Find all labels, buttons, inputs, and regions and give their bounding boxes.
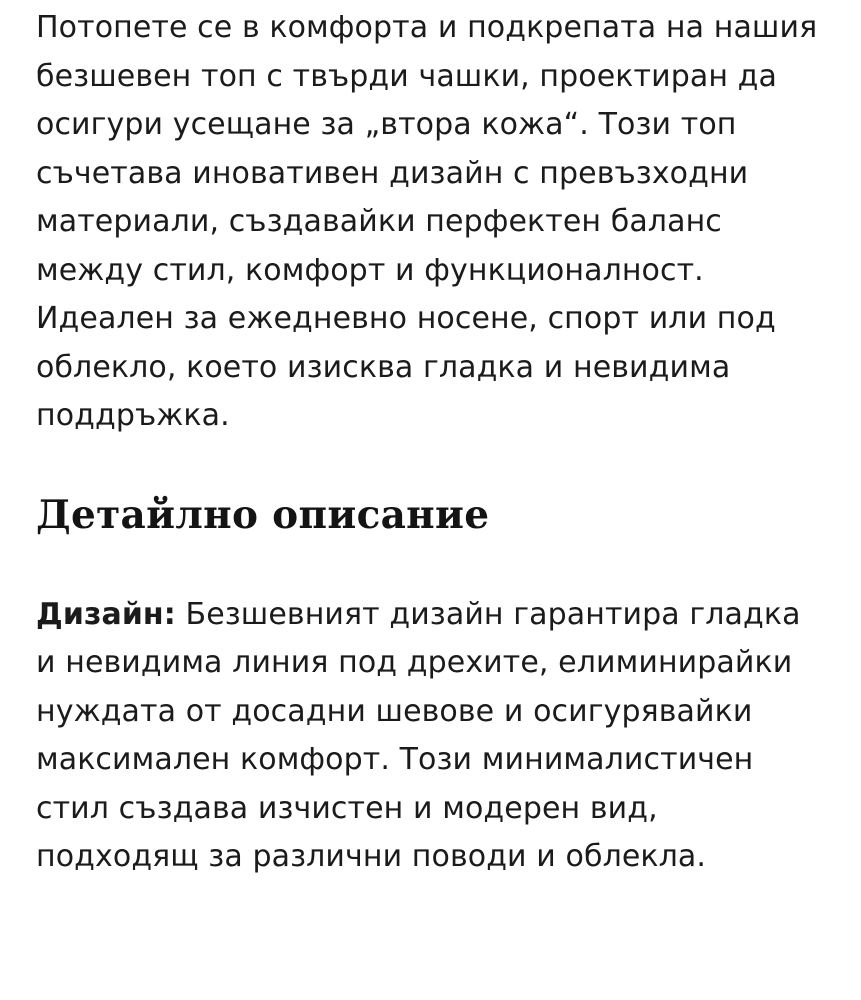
design-paragraph: [36, 591, 825, 882]
intro-paragraph: Потопете се в комфорта и подкрепата на нашия безшевен топ с твърди чашки, проектиран да осигури усещане за „втора кожа“. Този топ съчетава иновативен дизайн с превъзходни материали, създавайки перфектен баланс между стил, комфорт и функционалност. Идеален за ежедневно носене, спорт или под облекло, което изисква гладка и невидима поддръжка.: [36, 10, 818, 433]
design-text: Безшевният дизайн гарантира гладка и невидима линия под дрехите, елиминирайки нуждата от досадни шевове и осигурявайки максимален комфорт. Този минималистичен стил създава изчистен и модерен вид, подходящ за различни поводи и облекла.: [36, 596, 801, 874]
detailed-description-heading: Детайлно описание: [36, 491, 490, 538]
design-label: Дизайн:: [36, 596, 176, 632]
